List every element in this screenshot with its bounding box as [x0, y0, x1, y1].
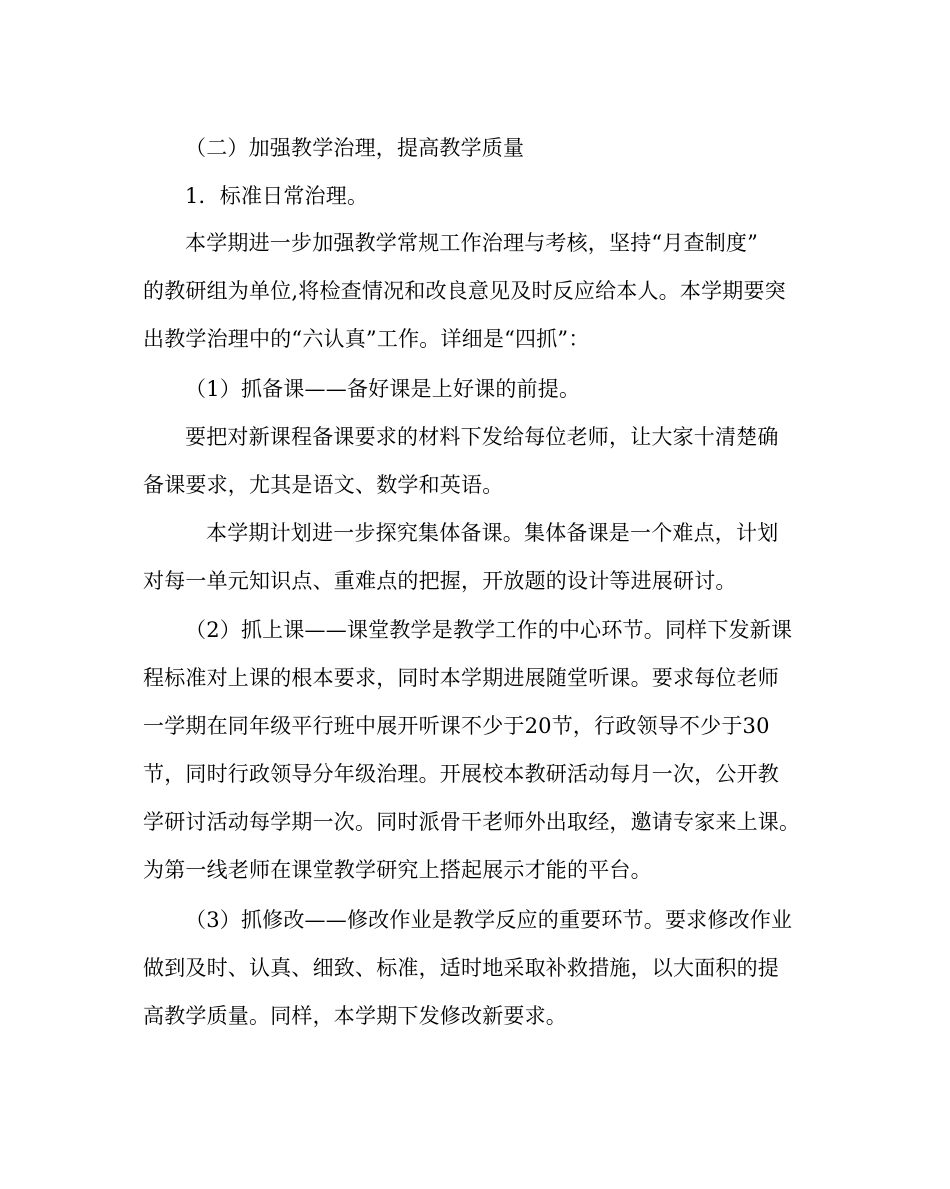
paragraph-line: 对每一单元知识点、重难点的把握，开放题的设计等进展研讨。	[143, 569, 737, 593]
paragraph-line: 节，同时行政领导分年级治理。开展校本教研活动每月一次，公开教	[143, 762, 779, 786]
paragraph-line: 本学期进一步加强教学常规工作治理与考核，坚持“月查制度”	[185, 231, 759, 255]
item-heading: （1）抓备课——备好课是上好课的前提。	[185, 377, 581, 401]
paragraph-line: 备课要求，尤其是语文、数学和英语。	[143, 473, 504, 497]
paragraph-line: 高教学质量。同样，本学期下发修改新要求。	[143, 1004, 567, 1028]
paragraph-line: 要把对新课程备课要求的材料下发给每位老师，让大家十清楚确	[185, 425, 779, 449]
section-heading: （二）加强教学治理，提高教学质量	[185, 136, 525, 160]
paragraph-line: 为第一线老师在课堂教学研究上搭起展示才能的平台。	[143, 858, 652, 882]
paragraph-line: 的教研组为单位,将检查情况和改良意见及时反应给本人。本学期要突	[143, 279, 786, 303]
paragraph-line: 学研讨活动每学期一次。同时派骨干老师外出取经，邀请专家来上课。	[143, 810, 801, 834]
paragraph-line: 一学期在同年级平行班中展开听课不少于20节，行政领导不少于30	[143, 714, 770, 738]
paragraph-line: 程标准对上课的根本要求，同时本学期进展随堂听课。要求每位老师	[143, 666, 779, 690]
subsection-heading: 1．标准日常治理。	[185, 184, 369, 208]
paragraph-line: 本学期计划进一步探究集体备课。集体备课是一个难点，计划	[206, 521, 779, 545]
paragraph-line: 出教学治理中的“六认真”工作。详细是“四抓”：	[143, 327, 590, 351]
paragraph-line: 做到及时、认真、细致、标准，适时地采取补救措施，以大面积的提	[143, 956, 779, 980]
item-heading: （2）抓上课——课堂教学是教学工作的中心环节。同样下发新课	[185, 618, 793, 642]
item-heading: （3）抓修改——修改作业是教学反应的重要环节。要求修改作业	[185, 908, 793, 932]
